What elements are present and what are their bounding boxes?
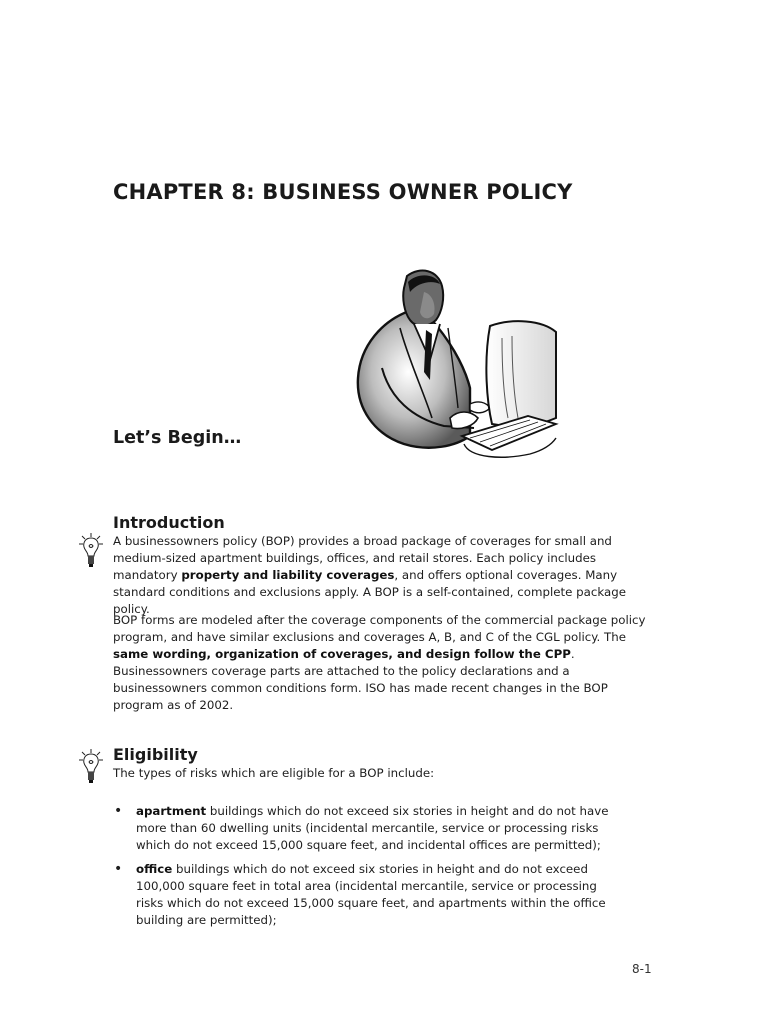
page-number: 8-1 bbox=[632, 962, 652, 976]
introduction-paragraph-1: A businessowners policy (BOP) provides a broad package of coverages for small and medium-sized apartment buildings, offices, and retail stores. Each policy includes mandatory property and liability coverages, and offers optional coverages. Many standard conditions and exclusions apply. A BOP is a self-contained, complete package policy. bbox=[113, 534, 626, 616]
bullet-icon: • bbox=[114, 803, 123, 819]
introduction-heading: Introduction bbox=[113, 513, 225, 532]
lightbulb-icon bbox=[78, 532, 104, 570]
eligibility-list bbox=[114, 803, 614, 936]
chapter-title: CHAPTER 8: BUSINESS OWNER POLICY bbox=[113, 180, 573, 204]
eligibility-intro: The types of risks which are eligible for a BOP include: bbox=[113, 766, 435, 780]
list-item: • apartment buildings which do not exceed six stories in height and do not have more than 60 dwelling units (incidental mercantile, service or processing risks which do not exceed 15,000 square feet, and incidental offices are permitted); bbox=[114, 803, 609, 852]
lets-begin-heading: Let’s Begin… bbox=[113, 428, 242, 448]
businessman-illustration bbox=[352, 268, 562, 468]
introduction-paragraph-2: BOP forms are modeled after the coverage components of the commercial package policy program, and have similar exclusions and coverages A, B, and C of the CGL policy. The same wording, organization of coverages, and design follow the CPP. Businessowners coverage parts are attached to the policy declarations and a businessowners common conditions form. ISO has made recent changes in the BOP program as of 2002. bbox=[113, 613, 646, 712]
eligibility-heading: Eligibility bbox=[113, 745, 198, 764]
bullet-icon: • bbox=[114, 861, 123, 877]
list-item: • office buildings which do not exceed six stories in height and do not exceed 100,000 square feet in total area (incidental mercantile, service or processing risks which do not exceed 15,000 square feet, and apartments within the office building are permitted); bbox=[114, 861, 606, 927]
lightbulb-icon bbox=[78, 748, 104, 786]
